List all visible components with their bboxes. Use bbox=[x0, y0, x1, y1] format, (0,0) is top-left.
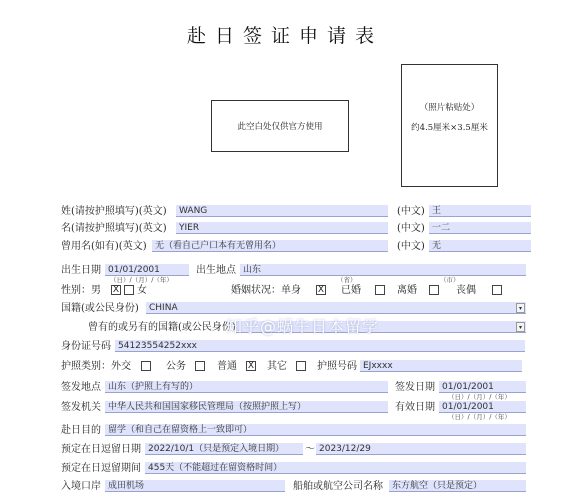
sex-female-checkbox[interactable] bbox=[124, 285, 134, 295]
marital-divorced-checkbox[interactable] bbox=[429, 285, 439, 295]
given-name-en-field[interactable]: YIER bbox=[176, 222, 388, 234]
surname-cn-label: (中文) bbox=[397, 206, 425, 217]
sex-male-checkbox[interactable]: X bbox=[112, 285, 120, 295]
sex-label: 性别：男 bbox=[61, 285, 101, 296]
former-name-label: 曾用名(如有)(英文) bbox=[61, 241, 147, 252]
id-number-field[interactable]: 54123554252xxx bbox=[115, 340, 525, 352]
expiry-date-label: 有效日期 bbox=[395, 402, 435, 413]
port-field[interactable]: 成田机场 bbox=[105, 480, 285, 492]
expiry-date-sub: （日）/（月）/（年） bbox=[448, 413, 511, 421]
passport-number-label: 护照号码 bbox=[317, 361, 357, 372]
marital-single-checkbox[interactable]: X bbox=[317, 285, 325, 295]
issue-authority-field[interactable]: 中华人民共和国国家移民管理局（按照护照上写） bbox=[105, 401, 388, 413]
given-name-label: 名(请按护照填写)(英文) bbox=[61, 223, 167, 234]
official-use-text: 此空白处仅供官方使用 bbox=[237, 122, 323, 132]
passport-other-label: 其它 bbox=[267, 361, 287, 372]
former-name-cn-field[interactable]: 无 bbox=[429, 240, 531, 252]
former-name-en-field[interactable]: 无（看自己户口本有无曾用名） bbox=[152, 240, 388, 252]
former-name-cn-label: (中文) bbox=[397, 241, 425, 252]
passport-diplomatic-checkbox[interactable] bbox=[141, 361, 151, 371]
issue-date-sub: （日）/（月）/（年） bbox=[448, 393, 511, 401]
passport-official-checkbox[interactable] bbox=[195, 361, 205, 371]
marital-label: 婚姻状况：单身 bbox=[231, 285, 301, 296]
city-sub: （市） bbox=[440, 276, 460, 284]
marital-divorced-label: 离婚 bbox=[397, 285, 417, 296]
nationality-label: 国籍(或公民身份) bbox=[61, 303, 139, 314]
former-nationality-dropdown-icon[interactable]: ▾ bbox=[516, 322, 525, 332]
stay-field[interactable]: 455天（不能超过在留资格时间） bbox=[145, 462, 526, 474]
purpose-label: 赴日目的 bbox=[61, 425, 101, 436]
airline-label: 船舶或航空公司名称 bbox=[293, 481, 383, 492]
page-title: 赴日签证申请表 bbox=[186, 25, 383, 47]
issue-place-label: 签发地点 bbox=[61, 382, 101, 393]
photo-box bbox=[401, 64, 498, 187]
given-name-cn-field[interactable]: 一二 bbox=[429, 222, 531, 234]
id-number-label: 身份证号码 bbox=[61, 341, 111, 352]
birth-date-sub: （日）/（月）/（年） bbox=[110, 276, 173, 284]
issue-date-label: 签发日期 bbox=[395, 382, 435, 393]
birth-place-label: 出生地点 bbox=[196, 265, 236, 276]
issue-place-field[interactable]: 山东（护照上有写的） bbox=[105, 381, 388, 393]
given-name-cn-label: (中文) bbox=[397, 223, 425, 234]
port-label: 入境口岸 bbox=[61, 481, 101, 492]
former-nationality-label: 曾有的或另有的国籍(或公民身份) bbox=[88, 322, 236, 333]
marital-married-label: 已婚 bbox=[341, 285, 361, 296]
watermark: 知乎@蜗牛日本留学 bbox=[226, 317, 380, 336]
passport-number-field[interactable]: EJxxxx bbox=[360, 360, 522, 372]
marital-married-checkbox[interactable] bbox=[375, 285, 385, 295]
arrival-label: 预定在日逗留日期 bbox=[61, 444, 141, 455]
passport-official-label: 公务 bbox=[166, 361, 186, 372]
photo-box-line1: （照片粘贴处） bbox=[419, 103, 480, 113]
issue-date-field[interactable]: 01/01/2001 bbox=[439, 381, 526, 393]
birth-date-field[interactable]: 01/01/2001 bbox=[105, 264, 189, 276]
province-sub: （省） bbox=[337, 276, 357, 284]
arrival-separator: ～ bbox=[305, 444, 315, 455]
expiry-date-field[interactable]: 01/01/2001 bbox=[439, 401, 526, 413]
issue-authority-label: 签发机关 bbox=[61, 402, 101, 413]
birth-place-field[interactable]: 山东 bbox=[240, 264, 526, 276]
nationality-dropdown-icon[interactable]: ▾ bbox=[516, 303, 525, 313]
nationality-select[interactable]: CHINA bbox=[146, 302, 526, 314]
surname-en-field[interactable]: WANG bbox=[176, 205, 388, 217]
sex-female-label: 女 bbox=[137, 285, 147, 296]
passport-ordinary-label: 普通 bbox=[217, 361, 237, 372]
surname-label: 姓(请按护照填写)(英文) bbox=[61, 206, 167, 217]
marital-widowed-checkbox[interactable] bbox=[492, 285, 502, 295]
photo-box-line2: 约4.5厘米×3.5厘米 bbox=[411, 123, 488, 133]
passport-other-checkbox[interactable] bbox=[296, 361, 306, 371]
arrival-start-field[interactable]: 2022/10/1（只是预定入境日期） bbox=[145, 443, 303, 455]
birth-date-label: 出生日期 bbox=[61, 265, 101, 276]
arrival-end-field[interactable]: 2023/12/29 bbox=[316, 443, 526, 455]
passport-type-label: 护照类别：外交 bbox=[61, 361, 131, 372]
marital-widowed-label: 丧偶 bbox=[456, 285, 476, 296]
passport-ordinary-checkbox[interactable]: X bbox=[247, 361, 255, 371]
surname-cn-field[interactable]: 王 bbox=[429, 205, 531, 217]
purpose-field[interactable]: 留学（和自己在留资格上一致即可） bbox=[105, 424, 526, 436]
stay-label: 预定在日逗留期间 bbox=[61, 463, 141, 474]
official-use-box bbox=[211, 100, 349, 152]
airline-field[interactable]: 东方航空（只是预定） bbox=[389, 480, 526, 492]
